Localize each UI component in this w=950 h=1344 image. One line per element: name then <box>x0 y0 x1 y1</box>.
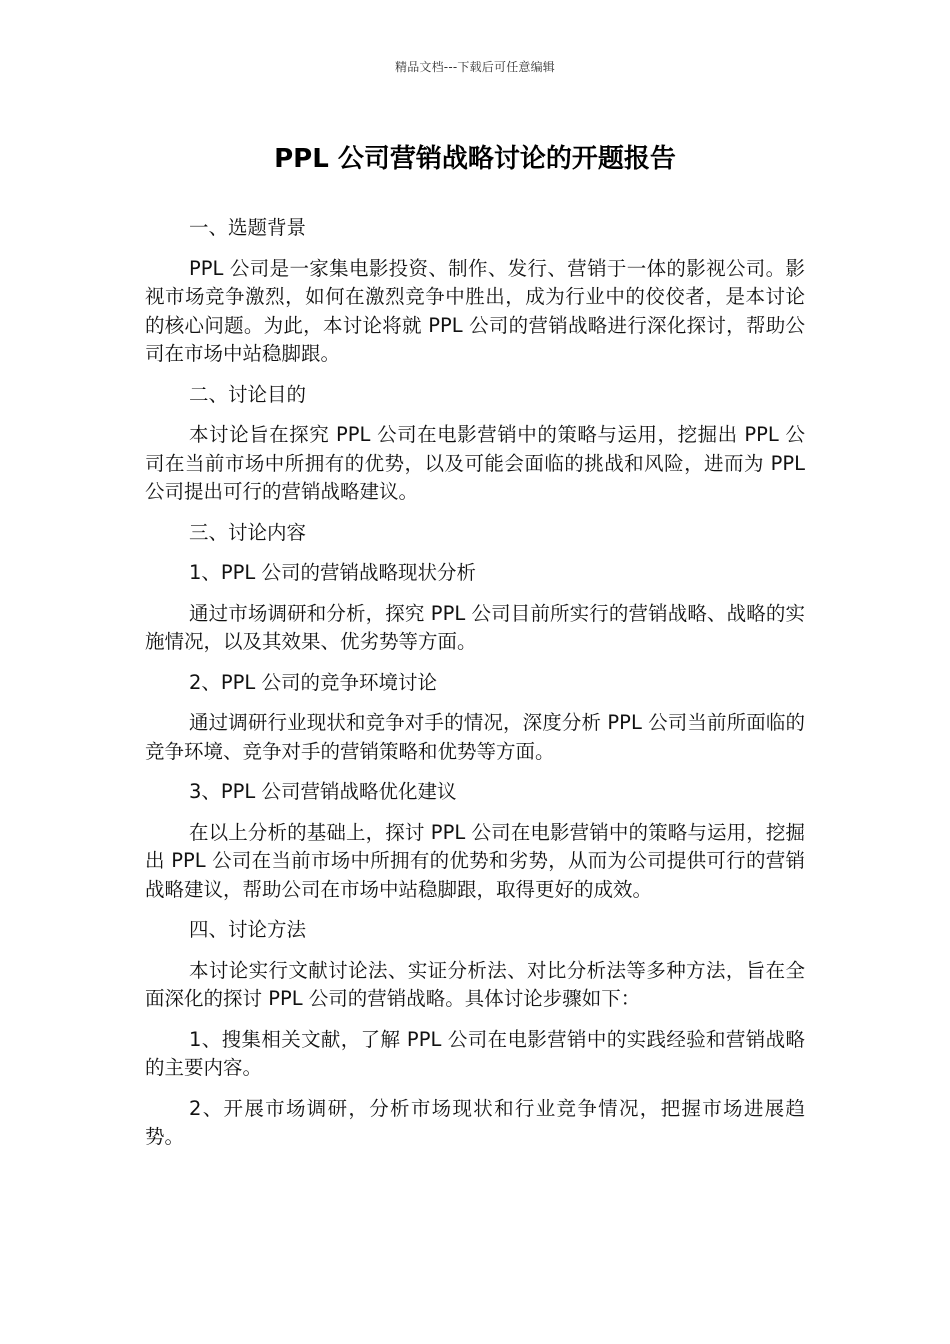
subheading-competition: 2、PPL 公司的竞争环境讨论 <box>189 670 437 694</box>
list-item-step-1: 1、搜集相关文献，了解 PPL 公司在电影营销中的实践经验和营销战略的主要内容。 <box>145 1027 805 1079</box>
paragraph-background: PPL 公司是一家集电影投资、制作、发行、营销于一体的影视公司。影视市场竞争激烈，如何在激烈竞争中胜出，成为行业中的佼佼者，是本讨论的核心问题。为此，本讨论将就 PPL 公司的营销战略进行深化探讨，帮助公司在市场中站稳脚跟。 <box>145 256 805 365</box>
paragraph-methods: 本讨论实行文献讨论法、实证分析法、对比分析法等多种方法，旨在全面深化的探讨 PPL 公司的营销战略。具体讨论步骤如下： <box>145 958 805 1010</box>
paragraph-status-analysis: 通过市场调研和分析，探究 PPL 公司目前所实行的营销战略、战略的实施情况，以及其效果、优劣势等方面。 <box>145 601 805 653</box>
header-note: 精品文档---下载后可任意编辑 <box>395 60 555 74</box>
section-heading-methods: 四、讨论方法 <box>189 918 307 941</box>
paragraph-purpose: 本讨论旨在探究 PPL 公司在电影营销中的策略与运用，挖掘出 PPL 公司在当前市场中所拥有的优势，以及可能会面临的挑战和风险，进而为 PPL 公司提出可行的营销战略建议。 <box>145 423 805 503</box>
section-heading-purpose: 二、讨论目的 <box>189 382 307 406</box>
list-item-step-2: 2、开展市场调研，分析市场现状和行业竞争情况，把握市场进展趋势。 <box>145 1096 805 1148</box>
page-title: PPL 公司营销战略讨论的开题报告 <box>274 144 676 174</box>
subheading-status-analysis: 1、PPL 公司的营销战略现状分析 <box>189 561 476 584</box>
document-body <box>145 214 805 1164</box>
paragraph-competition: 通过调研行业现状和竞争对手的情况，深度分析 PPL 公司当前所面临的竞争环境、竞争对手的营销策略和优势等方面。 <box>145 711 805 763</box>
section-heading-background: 一、选题背景 <box>189 216 307 239</box>
paragraph-optimization: 在以上分析的基础上，探讨 PPL 公司在电影营销中的策略与运用，挖掘出 PPL 公司在当前市场中所拥有的优势和劣势，从而为公司提供可行的营销战略建议，帮助公司在市场中站稳脚跟，取得更好的成效。 <box>145 820 805 901</box>
section-heading-content: 三、讨论内容 <box>189 520 307 544</box>
subheading-optimization: 3、PPL 公司营销战略优化建议 <box>189 780 457 803</box>
